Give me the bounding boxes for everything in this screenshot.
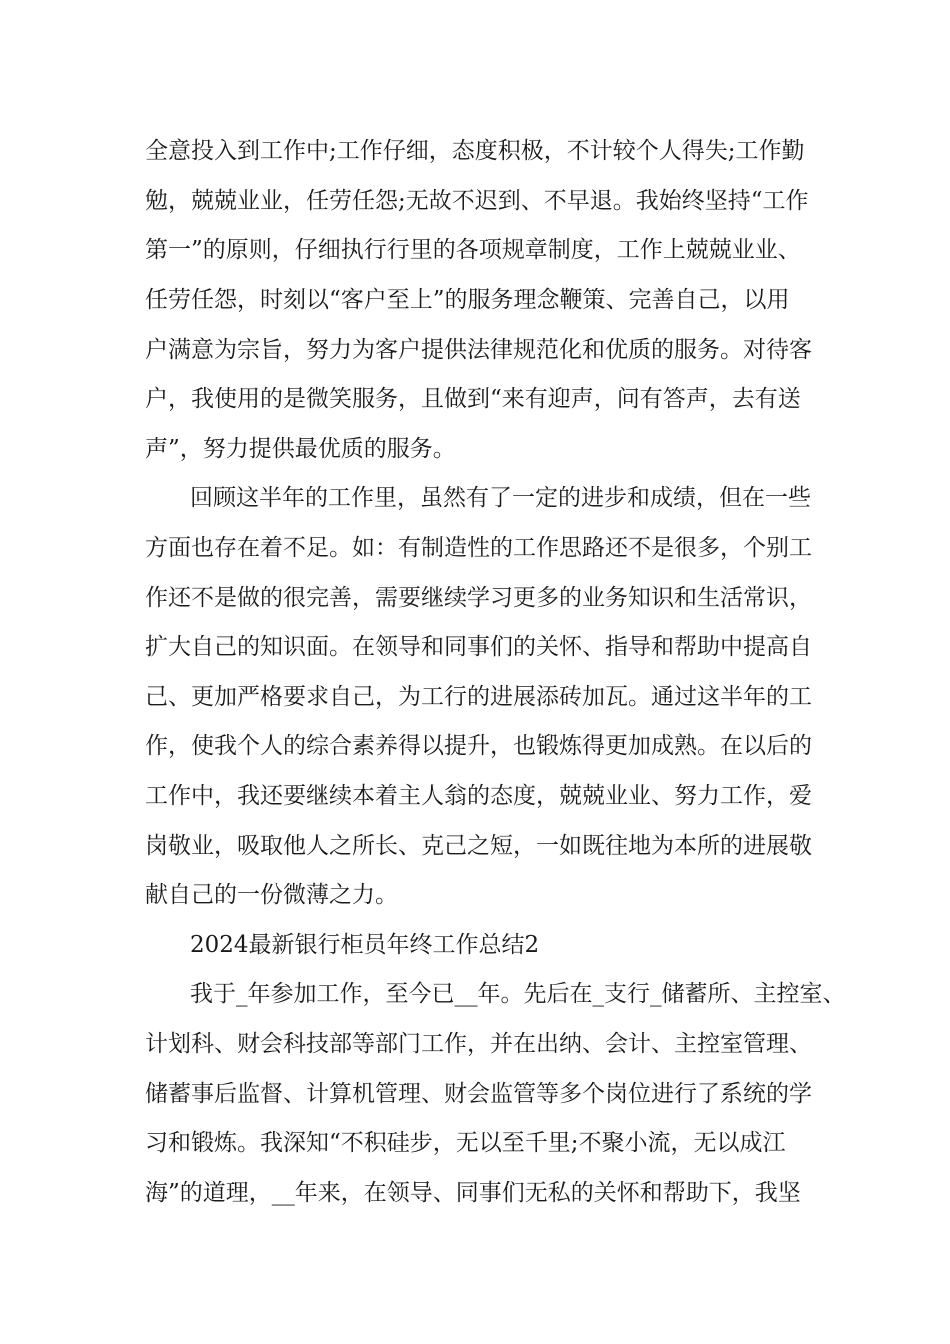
paragraph-2-line-7: 工作中，我还要继续本着主人翁的态度，兢兢业业、努力工作，爱 [145, 783, 812, 809]
paragraph-1-line-5: 户满意为宗旨，努力为客户提供法律规范化和优质的服务。对待客 [145, 337, 812, 363]
paragraph-1-line-1: 全意投入到工作中;工作仔细，态度积极，不计较个人得失;工作勤 [145, 138, 805, 164]
paragraph-3-line-3: 储蓄事后监督、计算机管理、财会监管等多个岗位进行了系统的学 [145, 1081, 812, 1107]
paragraph-3-line-4: 习和锻炼。我深知“不积硅步，无以至千里;不聚小流，无以成江 [145, 1130, 786, 1156]
paragraph-3-line-5: 海”的道理，__年来，在领导、同事们无私的关怀和帮助下，我坚 [145, 1180, 801, 1206]
paragraph-2-line-9: 献自己的一份微薄之力。 [145, 882, 398, 908]
paragraph-3-line-1: 我于_年参加工作，至今已__年。先后在_支行_储蓄所、主控室、 [190, 981, 846, 1007]
paragraph-1-line-7: 声”，努力提供最优质的服务。 [145, 436, 456, 462]
paragraph-3-line-2: 计划科、财会科技部等部门工作，并在出纳、会计、主控室管理、 [145, 1031, 812, 1057]
paragraph-1-line-2: 勉，兢兢业业，任劳任怨;无故不迟到、不早退。我始终坚持“工作 [145, 188, 809, 214]
paragraph-1-line-4: 任劳任怨，时刻以“客户至上”的服务理念鞭策、完善自己，以用 [145, 287, 790, 313]
paragraph-2-line-5: 己、更加严格要求自己，为工行的进展添砖加瓦。通过这半年的工 [145, 684, 812, 710]
paragraph-2-line-4: 扩大自己的知识面。在领导和同事们的关怀、指导和帮助中提高自 [145, 634, 812, 660]
paragraph-2-line-3: 作还不是做的很完善，需要继续学习更多的业务知识和生活常识， [145, 585, 812, 611]
paragraph-1-line-6: 户，我使用的是微笑服务，且做到“来有迎声，问有答声，去有送 [145, 386, 801, 412]
section-heading: 2024最新银行柜员年终工作总结2 [190, 932, 540, 958]
paragraph-1-line-3: 第一”的原则，仔细执行行里的各项规章制度，工作上兢兢业业、 [145, 237, 801, 263]
paragraph-2-line-8: 岗敬业，吸取他人之所长、克己之短，一如既往地为本所的进展敬 [145, 833, 812, 859]
paragraph-2-line-2: 方面也存在着不足。如：有制造性的工作思路还不是很多，个别工 [145, 535, 812, 561]
paragraph-2-line-6: 作，使我个人的综合素养得以提升，也锻炼得更加成熟。在以后的 [145, 733, 812, 759]
paragraph-2-line-1: 回顾这半年的工作里，虽然有了一定的进步和成绩，但在一些 [190, 485, 811, 511]
